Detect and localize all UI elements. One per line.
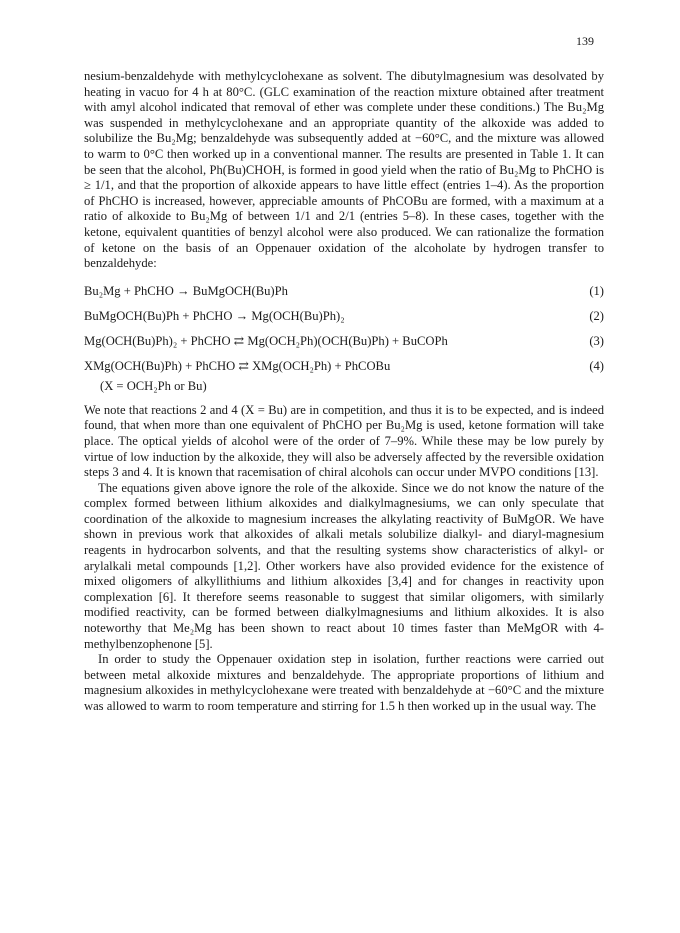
equation-text: Bu₂Mg + PhCHO → BuMgOCH(Bu)Ph [84,283,288,298]
equation-number: (4) [589,358,604,373]
paragraph: The equations given above ignore the role of the alkoxide. Since we do not know the nature of the complex formed between lithium alkoxides and dialkylmagnesiums, we can only speculate that coordination of the alkoxide to magnesium increases the alkylating reactivity of BuMgOR. We have shown in previous work that alkoxides of alkali metals solubilize dialkyl- and diaryl-magnesium reagents in hydrocarbon solvents, and that the resulting systems show characteristics of alkyl- or arylalkali metal compounds [1,2]. Other workers have also provided evidence for the existence of mixed oligomers of alkyllithiums and lithium alkoxides [3,4] and for changes in reactivity upon complexation [6]. It therefore seems reasonable to suggest that similar oligomers, with similarly modified reactivity, can be formed between dialkylmagnesiums and lithium alkoxides. It is also noteworthy that Me₂Mg has been shown to react about 10 times faster than MeMgOR with 4-methylbenzophenone [5]. [84,480,604,651]
equation-text: Mg(OCH(Bu)Ph)₂ + PhCHO ⇄ Mg(OCH₂Ph)(OCH(Bu)Ph) + BuCOPh [84,333,448,348]
equation-text: XMg(OCH(Bu)Ph) + PhCHO ⇄ XMg(OCH₂Ph) + PhCOBu [84,358,391,373]
equation [84,354,604,379]
body-text [84,69,604,715]
equation-text: BuMgOCH(Bu)Ph + PhCHO → Mg(OCH(Bu)Ph)₂ [84,308,345,323]
page-number: 139 [576,34,594,48]
equation-block [84,279,604,394]
equation [84,329,604,354]
equation-number: (3) [589,333,604,348]
paragraph: We note that reactions 2 and 4 (X = Bu) are in competition, and thus it is to be expected, and is indeed found, that when more than one equivalent of PhCHO per Bu₂Mg is used, ketone formation will take place. The optical yields of alcohol were of the order of 7–9%. While these may be low purely by virtue of low induction by the alkoxide, they will also be adversely affected by the reversible oxidation steps 3 and 4. It is known that racemisation of chiral alcohols can occur under MVPO conditions [13]. [84,402,604,480]
equation-note: (X = OCH₂Ph or Bu) [100,378,207,393]
paragraph: In order to study the Oppenauer oxidation step in isolation, further reactions were carried out between metal alkoxide mixtures and benzaldehyde. The appropriate proportions of lithium and magnesium alkoxides in methylcyclohexane were treated with benzaldehyde at −60°C and the mixture was allowed to warm to room temperature and stirring for 1.5 h then worked up in the usual way. The [84,652,604,713]
equation [84,279,604,304]
paragraph: nesium-benzaldehyde with methylcyclohexane as solvent. The dibutylmagnesium was desolvated by heating in vacuo for 4 h at 80°C. (GLC examination of the reaction mixture obtained after treatment with amyl alcohol indicated that removal of ether was complete under these conditions.) The Bu₂Mg was suspended in methylcyclohexane and an appropriate quantity of the alkoxide was added to solubilize the Bu₂Mg; benzaldehyde was subsequently added at −60°C, and the mixture was allowed to warm to 0°C then worked up in a conventional manner. The results are presented in Table 1. It can be seen that the alcohol, Ph(Bu)CHOH, is formed in good yield when the ratio of Bu₂Mg to PhCHO is ≥ 1/1, and that the proportion of alkoxide appears to have little effect (entries 1–4). As the proportion of PhCHO is increased, however, appreciable amounts of PhCOBu are formed, with a maximum at a ratio of alkoxide to Bu₂Mg of between 1/1 and 2/1 (entries 5–8). In these cases, together with the ketone, equivalent quantities of benzyl alcohol were also produced. We can rationalize the formation of ketone on the basis of an Oppenauer oxidation of the alcoholate by hydrogen transfer to benzaldehyde: [84,69,604,271]
equation [84,304,604,329]
equation-number: (2) [589,308,604,323]
equation-number: (1) [589,283,604,298]
